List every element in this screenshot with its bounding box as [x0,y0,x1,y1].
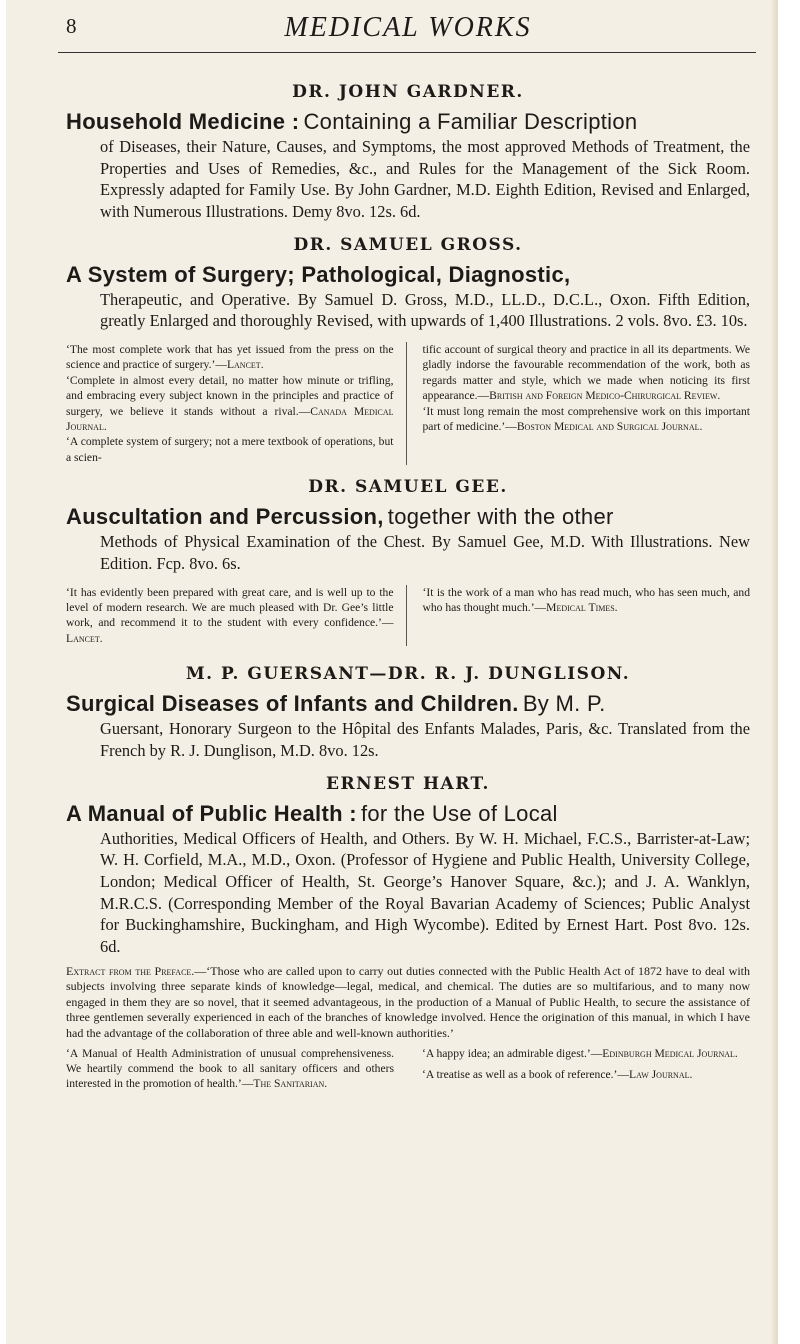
entry-text [66,260,750,332]
entry-text [66,502,750,574]
book-description: Methods of Physical Examination of the Chest. By Samuel Gee, M.D. With Illustrations. New Edition. Fcp. 8vo. 6s. [100,532,750,573]
extract-lead: Extract from the Preface. [66,963,195,978]
book-description: Therapeutic, and Operative. By Samuel D. Gross, M.D., LL.D., D.C.L., Oxon. Fifth Edition, greatly Enlarged and thoroughly Revised, with upwards of 1,400 Illustrations. 2 vols. 8vo. £3. 10s. [100,289,750,331]
entry-guersant [66,664,750,761]
entry-text [66,107,750,223]
entry-text [66,799,750,958]
book-description: Guersant, Honorary Surgeon to the Hôpital des Enfants Malades, Paris, &c. Translated from the French by R. J. Dunglison, M.D. 8vo. 12s. [100,719,750,760]
review-column-right [422,1046,750,1092]
review-column-right [423,585,751,647]
book-page [6,0,778,1344]
review-quote: ‘A complete system of surgery; not a mere textbook of operations, but a scien- [66,435,394,464]
review-quote: ‘The most complete work that has yet issued from the press on the science and practice of surgery.’—Lancet. [66,343,394,372]
book-description: Authorities, Medical Officers of Health, and Others. By W. H. Michael, F.C.S., Barrister-at-Law; W. H. Corfield, M.A., M.D., Oxon. (Professor of Hygiene and Public Health, University College, London; Medical Officer of Health, St. George’s Hanover Square, &c.); and J. A. Wanklyn, M.R.C.S. (Corresponding Member of the Royal Bavarian Academy of Sciences; Public Analyst for Buckinghamshire, Buckingham, and High Wycombe). Edited by Ernest Hart. Post 8vo. 12s. 6d. [100,828,750,956]
review-quote: ‘It must long remain the most comprehensive work on this important part of medicine.’—Boston Medical and Surgical Journal. [422,404,750,434]
author-heading: DR. SAMUEL GEE. [308,477,508,498]
book-title: Household Medicine : [66,109,300,134]
entry-text [66,689,750,761]
review-quote: ‘It is the work of a man who has read much, who has seen much, and who has thought much.’—Medical Times. [422,585,750,614]
review-quote: ‘Complete in almost every detail, no matter how minute or trifling, and embracing every subject known in the principles and practice of surgery, we believe it stands without a rival.—Canada Medical Journal. [66,373,394,434]
book-title: A System of Surgery; Pathological, Diagnostic, [66,261,571,287]
review-columns [66,585,750,647]
entry-hart [66,774,750,1092]
book-title: Auscultation and Percussion, [66,504,384,530]
header-rule [58,52,756,53]
entry-gross [66,235,750,466]
page-number: 8 [66,14,77,38]
book-title: Surgical Diseases of Infants and Children. [66,691,519,717]
review-column-left [66,585,407,647]
book-title-continued: together with the other [387,504,614,530]
review-quote: ‘A treatise as well as a book of reference.’—Law Journal. [422,1067,693,1081]
review-column-left [66,342,407,465]
review-quote: ‘A happy idea; an admirable digest.’—Edinburgh Medical Journal. [422,1046,738,1060]
review-column-left [66,1046,406,1092]
review-column-right [423,342,751,465]
page-header [66,0,750,70]
book-description: of Diseases, their Nature, Causes, and Symptoms, the most approved Methods of Treatment, the Properties and Uses of Remedies, &c., and Rules for the Management of the Sick Room. Expressly adapted for Family Use. By John Gardner, M.D. Eighth Edition, Revised and Enlarged, with Numerous Illustrations. Demy 8vo. 12s. 6d. [100,137,750,221]
book-title-continued: By M. P. [522,691,606,717]
book-title-continued: Containing a Familiar Description [303,109,638,134]
book-title-continued: for the Use of Local [360,800,558,826]
extract-text: —‘Those who are called upon to carry out duties connected with the Public Health Act of 1872 have to deal with subjects involving three separate kinds of knowledge—legal, medical, and chemical. The duties are so multifarious, and to many now engaged in them they are so novel, that it seemed advantageous, in the production of a Manual of Public Health, to secure the assistance of three gentlemen severally experienced in each of the branches of knowledge involved. Hence the origination of this manual, in which I have had the advantage of the collaboration of three able and well-known authorities.’ [66,963,751,1040]
author-heading: ERNEST HART. [326,773,490,794]
running-title: MEDICAL WORKS [284,12,532,43]
review-quote: ‘It has evidently been prepared with great care, and is well up to the level of modern research. We are much pleased with Dr. Gee’s little work, and recommend it to the student with every confidence.’—Lancet. [66,585,394,645]
review-columns [66,1046,750,1092]
author-heading: DR. JOHN GARDNER. [292,82,524,102]
author-heading: DR. SAMUEL GROSS. [293,234,523,255]
preface-extract [66,964,750,1042]
review-quote: tific account of surgical theory and practice in all its departments. We gladly indorse the favourable recommendation of the work, both as regards matter and style, which we made when noticing its first appearance.—British and Foreign Medico-Chirurgical Review. [422,343,750,403]
book-title: A Manual of Public Health : [66,800,357,826]
entry-gardner [66,82,750,223]
entry-gee [66,477,750,646]
review-quote: ‘A Manual of Health Administration of unusual comprehensiveness. We heartily commend the book to all sanitary officers and others interested in the promotion of health.’—The Sanitarian. [66,1046,394,1091]
author-heading: M. P. GUERSANT—DR. R. J. DUNGLISON. [185,664,631,685]
review-columns [66,342,750,465]
